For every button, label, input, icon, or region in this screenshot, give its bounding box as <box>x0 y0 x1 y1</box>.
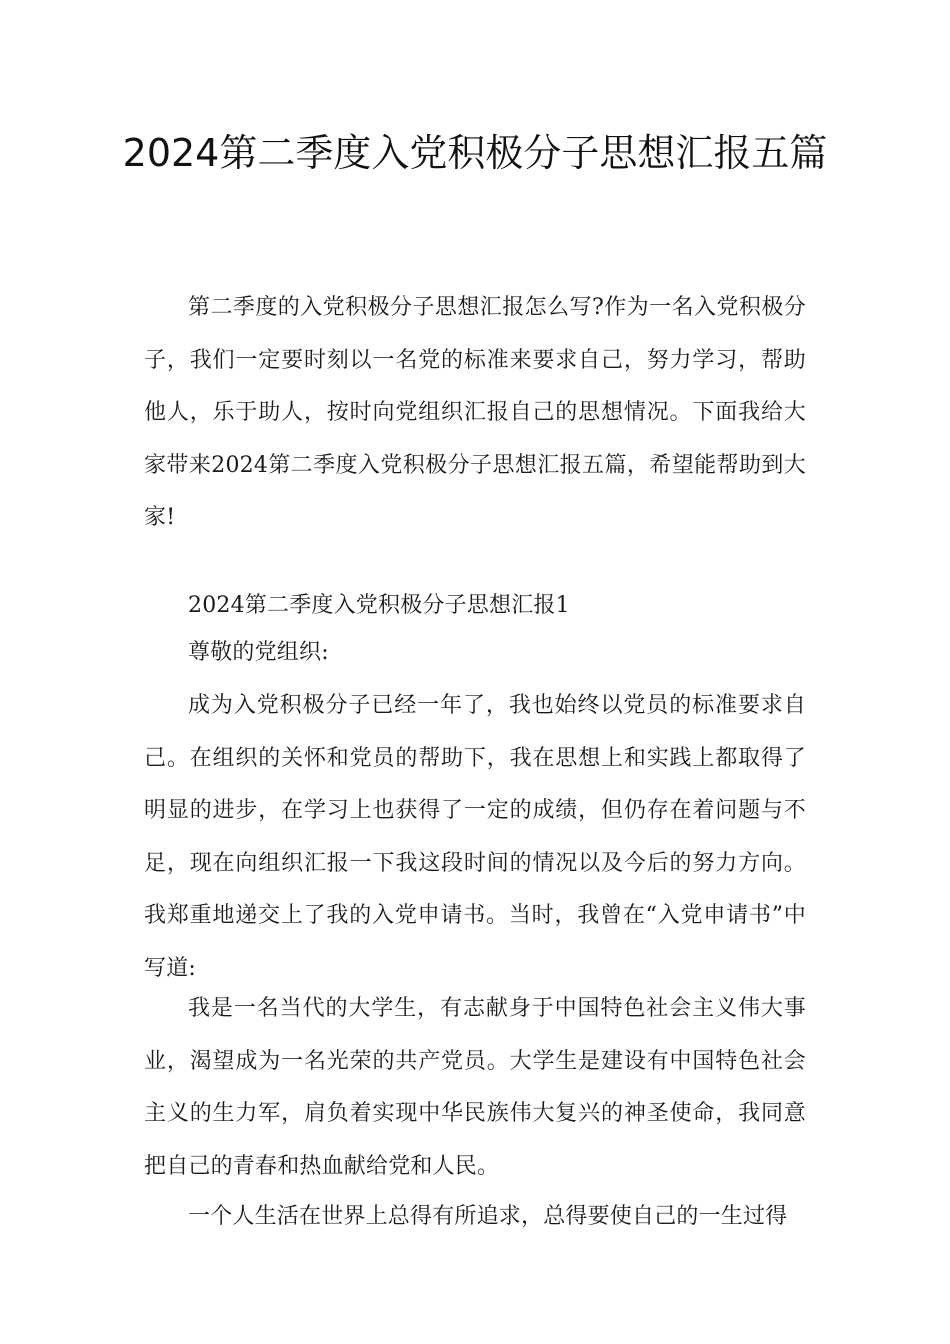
intro-paragraph: 第二季度的入党积极分子思想汇报怎么写?作为一名入党积极分子，我们一定要时刻以一名党的标准来要求自己，努力学习，帮助他人，乐于助人，按时向党组织汇报自己的思想情况。下面我给大家带来2024第二季度入党积极分子思想汇报五篇，希望能帮助到大家! <box>144 295 806 531</box>
body-paragraph: 一个人生活在世界上总得有所追求，总得要使自己的一生过得 <box>188 1204 788 1229</box>
document-title: 2024第二季度入党积极分子思想汇报五篇 <box>122 131 828 175</box>
salutation: 尊敬的党组织: <box>188 640 329 665</box>
section-heading: 2024第二季度入党积极分子思想汇报1 <box>188 593 570 618</box>
body-paragraph: 我是一名当代的大学生，有志献身于中国特色社会主义伟大事业，渴望成为一名光荣的共产党员。大学生是建设有中国特色社会主义的生力军，肩负着实现中华民族伟大复兴的神圣使命，我同意把自己的青春和热血献给党和人民。 <box>144 996 806 1179</box>
body-paragraph: 成为入党积极分子已经一年了，我也始终以党员的标准要求自己。在组织的关怀和党员的帮助下，我在思想上和实践上都取得了明显的进步，在学习上也获得了一定的成绩，但仍存在着问题与不足，现在向组织汇报一下我这段时间的情况以及今后的努力方向。我郑重地递交上了我的入党申请书。当时，我曾在“入党申请书”中写道: <box>144 693 806 981</box>
